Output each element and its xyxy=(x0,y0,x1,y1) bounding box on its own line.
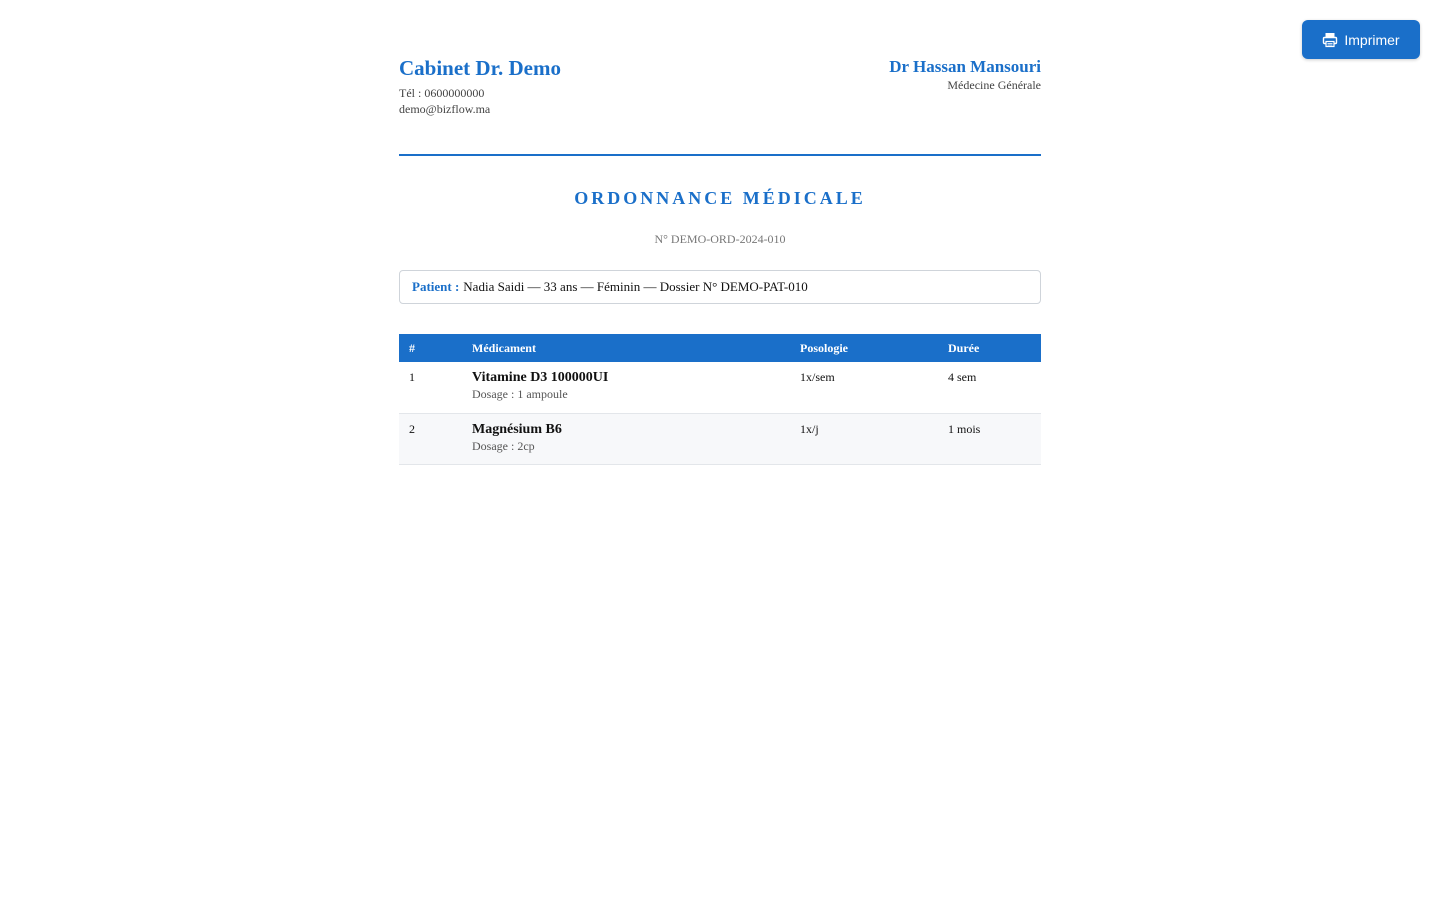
header-duration: Durée xyxy=(948,340,980,355)
posology-cell: 1x/sem xyxy=(800,370,835,384)
medication-name: Vitamine D3 100000UI xyxy=(472,370,609,385)
document-header xyxy=(399,0,1041,156)
table-row xyxy=(399,413,1041,464)
clinic-email: demo@bizflow.ma xyxy=(399,102,491,116)
patient-info-box xyxy=(399,270,1041,304)
medication-cell xyxy=(462,362,790,413)
clinic-phone: Tél : 0600000000 xyxy=(399,86,485,100)
patient-label: Patient : xyxy=(412,279,460,294)
medication-dosage: Dosage : 2cp xyxy=(472,438,535,453)
doctor-specialty: Médecine Générale xyxy=(947,78,1041,92)
table-row xyxy=(399,362,1041,413)
header-posology: Posologie xyxy=(800,340,848,355)
printer-icon xyxy=(1322,32,1338,48)
medication-dosage: Dosage : 1 ampoule xyxy=(472,387,568,401)
row-number: 1 xyxy=(409,370,415,384)
header-medication: Médicament xyxy=(472,340,536,355)
document-title: ORDONNANCE MÉDICALE xyxy=(574,188,866,208)
duration-cell: 4 sem xyxy=(948,370,977,384)
medication-cell xyxy=(462,413,790,464)
print-button[interactable] xyxy=(1302,20,1420,59)
medication-name: Magnésium B6 xyxy=(472,421,562,437)
doctor-name: Dr Hassan Mansouri xyxy=(889,57,1041,76)
prescription-table xyxy=(399,334,1041,465)
patient-details: Nadia Saidi — 33 ans — Féminin — Dossier N° DEMO-PAT-010 xyxy=(463,279,808,294)
posology-cell: 1x/j xyxy=(800,421,819,436)
clinic-name: Cabinet Dr. Demo xyxy=(399,56,561,80)
document-number: N° DEMO-ORD-2024-010 xyxy=(654,232,786,246)
duration-cell: 1 mois xyxy=(948,421,981,436)
table-header-row xyxy=(399,334,1041,362)
header-number: # xyxy=(409,340,415,355)
row-number: 2 xyxy=(409,421,415,436)
print-button-label: Imprimer xyxy=(1344,31,1400,48)
prescription-page xyxy=(399,0,1041,453)
